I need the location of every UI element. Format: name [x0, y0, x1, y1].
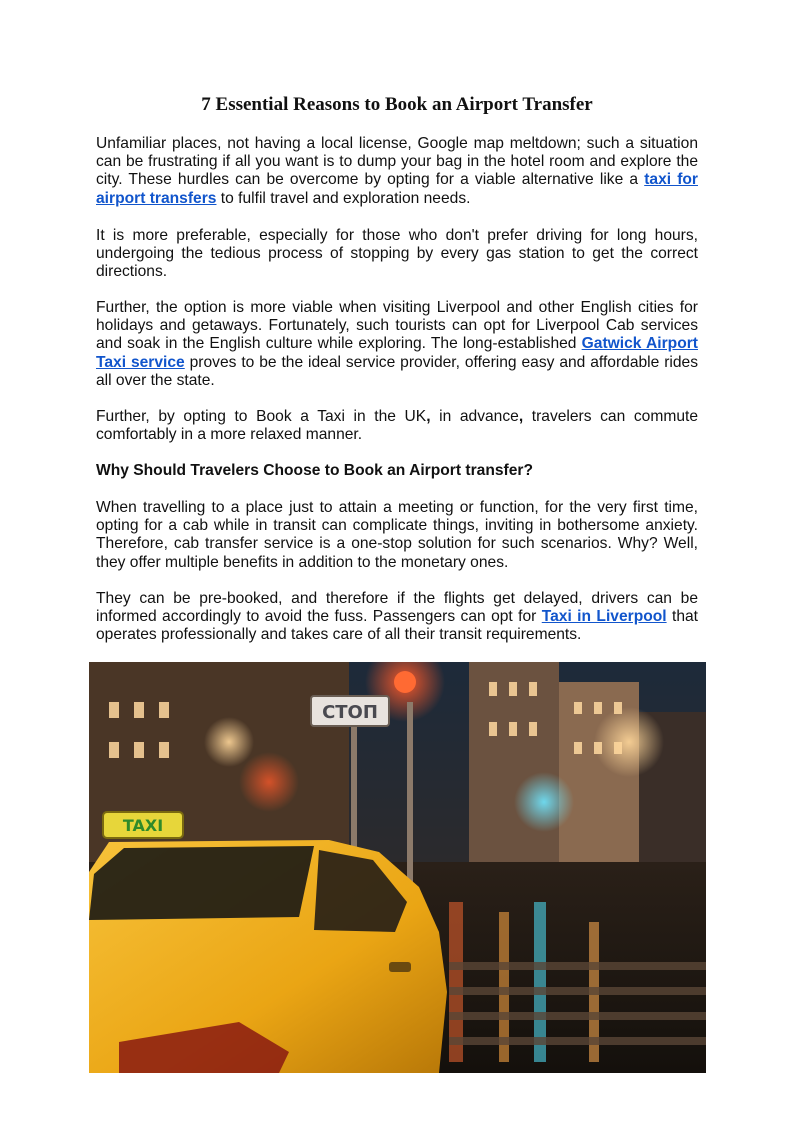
- paragraph-text: travelers can commute comfortably in a more relaxed manner.: [96, 408, 698, 444]
- stop-sign: [311, 696, 389, 726]
- paragraph-text: Unfamiliar places, not having a local license, Google map meltdown; such a situation can be frustrating if all you want is to dump your bag in the hotel room and explore the city. These hurdles can be overcome by opting for a viable alternative like a: [96, 135, 698, 189]
- stop-sign-text: СТОП: [322, 702, 378, 723]
- paragraph-book-in-advance: [96, 408, 698, 444]
- paragraph-text: Further, the option is more viable when visiting Liverpool and other English cities for holidays and getaways. Fortunately, such tourists can opt for Liverpool Cab services and soak in the English culture while exploring. The long-established: [96, 299, 698, 353]
- taxi-night-street-illustration: [89, 662, 706, 1073]
- paragraph-text: They can be pre-booked, and therefore if the flights get delayed, drivers can be informed accordingly to avoid the fuss. Passengers can opt for: [96, 590, 698, 626]
- paragraph-liverpool: [96, 299, 698, 390]
- taxi-night-street-photo: [89, 662, 706, 1073]
- paragraph-pre-booked: [96, 590, 698, 645]
- link-taxi-in-liverpool[interactable]: Taxi in Liverpool: [541, 608, 667, 626]
- link-gatwick-airport-taxi[interactable]: Gatwick Airport Taxi service: [96, 335, 698, 371]
- section-heading: Why Should Travelers Choose to Book an Airport transfer?: [96, 462, 533, 479]
- taxi-roof-sign: [103, 812, 183, 838]
- bold-comma: ,: [518, 408, 524, 425]
- paragraph-text: proves to be the ideal service provider, offering easy and affordable rides all over the state.: [96, 353, 698, 389]
- paragraph-text: in advance: [430, 408, 519, 425]
- bold-comma: ,: [426, 408, 431, 425]
- link-taxi-airport-transfers[interactable]: taxi for airport transfers: [96, 171, 698, 207]
- paragraph-preference: [96, 227, 698, 282]
- paragraph-text: that operates professionally and takes care of all their transit requirements.: [96, 608, 699, 644]
- paragraph-first-time-travel: [96, 499, 698, 572]
- paragraph-text: When travelling to a place just to attain a meeting or function, for the very first time, opting for a cab while in transit can complicate things, inviting in bothersome anxiety. Therefore, cab transfer service is a one-stop solution for such scenarios. Why? Well, they offer multiple benefits in addition to the monetary ones.: [96, 499, 698, 571]
- paragraph-text: It is more preferable, especially for those who don't prefer driving for long hours, undergoing the tedious process of stopping by every gas station to get the correct directions.: [96, 227, 698, 281]
- paragraph-text: Further, by opting to Book a Taxi in the UK: [96, 408, 427, 425]
- taxi-sign-text: TAXI: [122, 816, 164, 835]
- paragraph-intro: [96, 135, 698, 208]
- paragraph-text: to fulfil travel and exploration needs.: [216, 189, 471, 207]
- page-title: 7 Essential Reasons to Book an Airport Transfer: [201, 94, 593, 115]
